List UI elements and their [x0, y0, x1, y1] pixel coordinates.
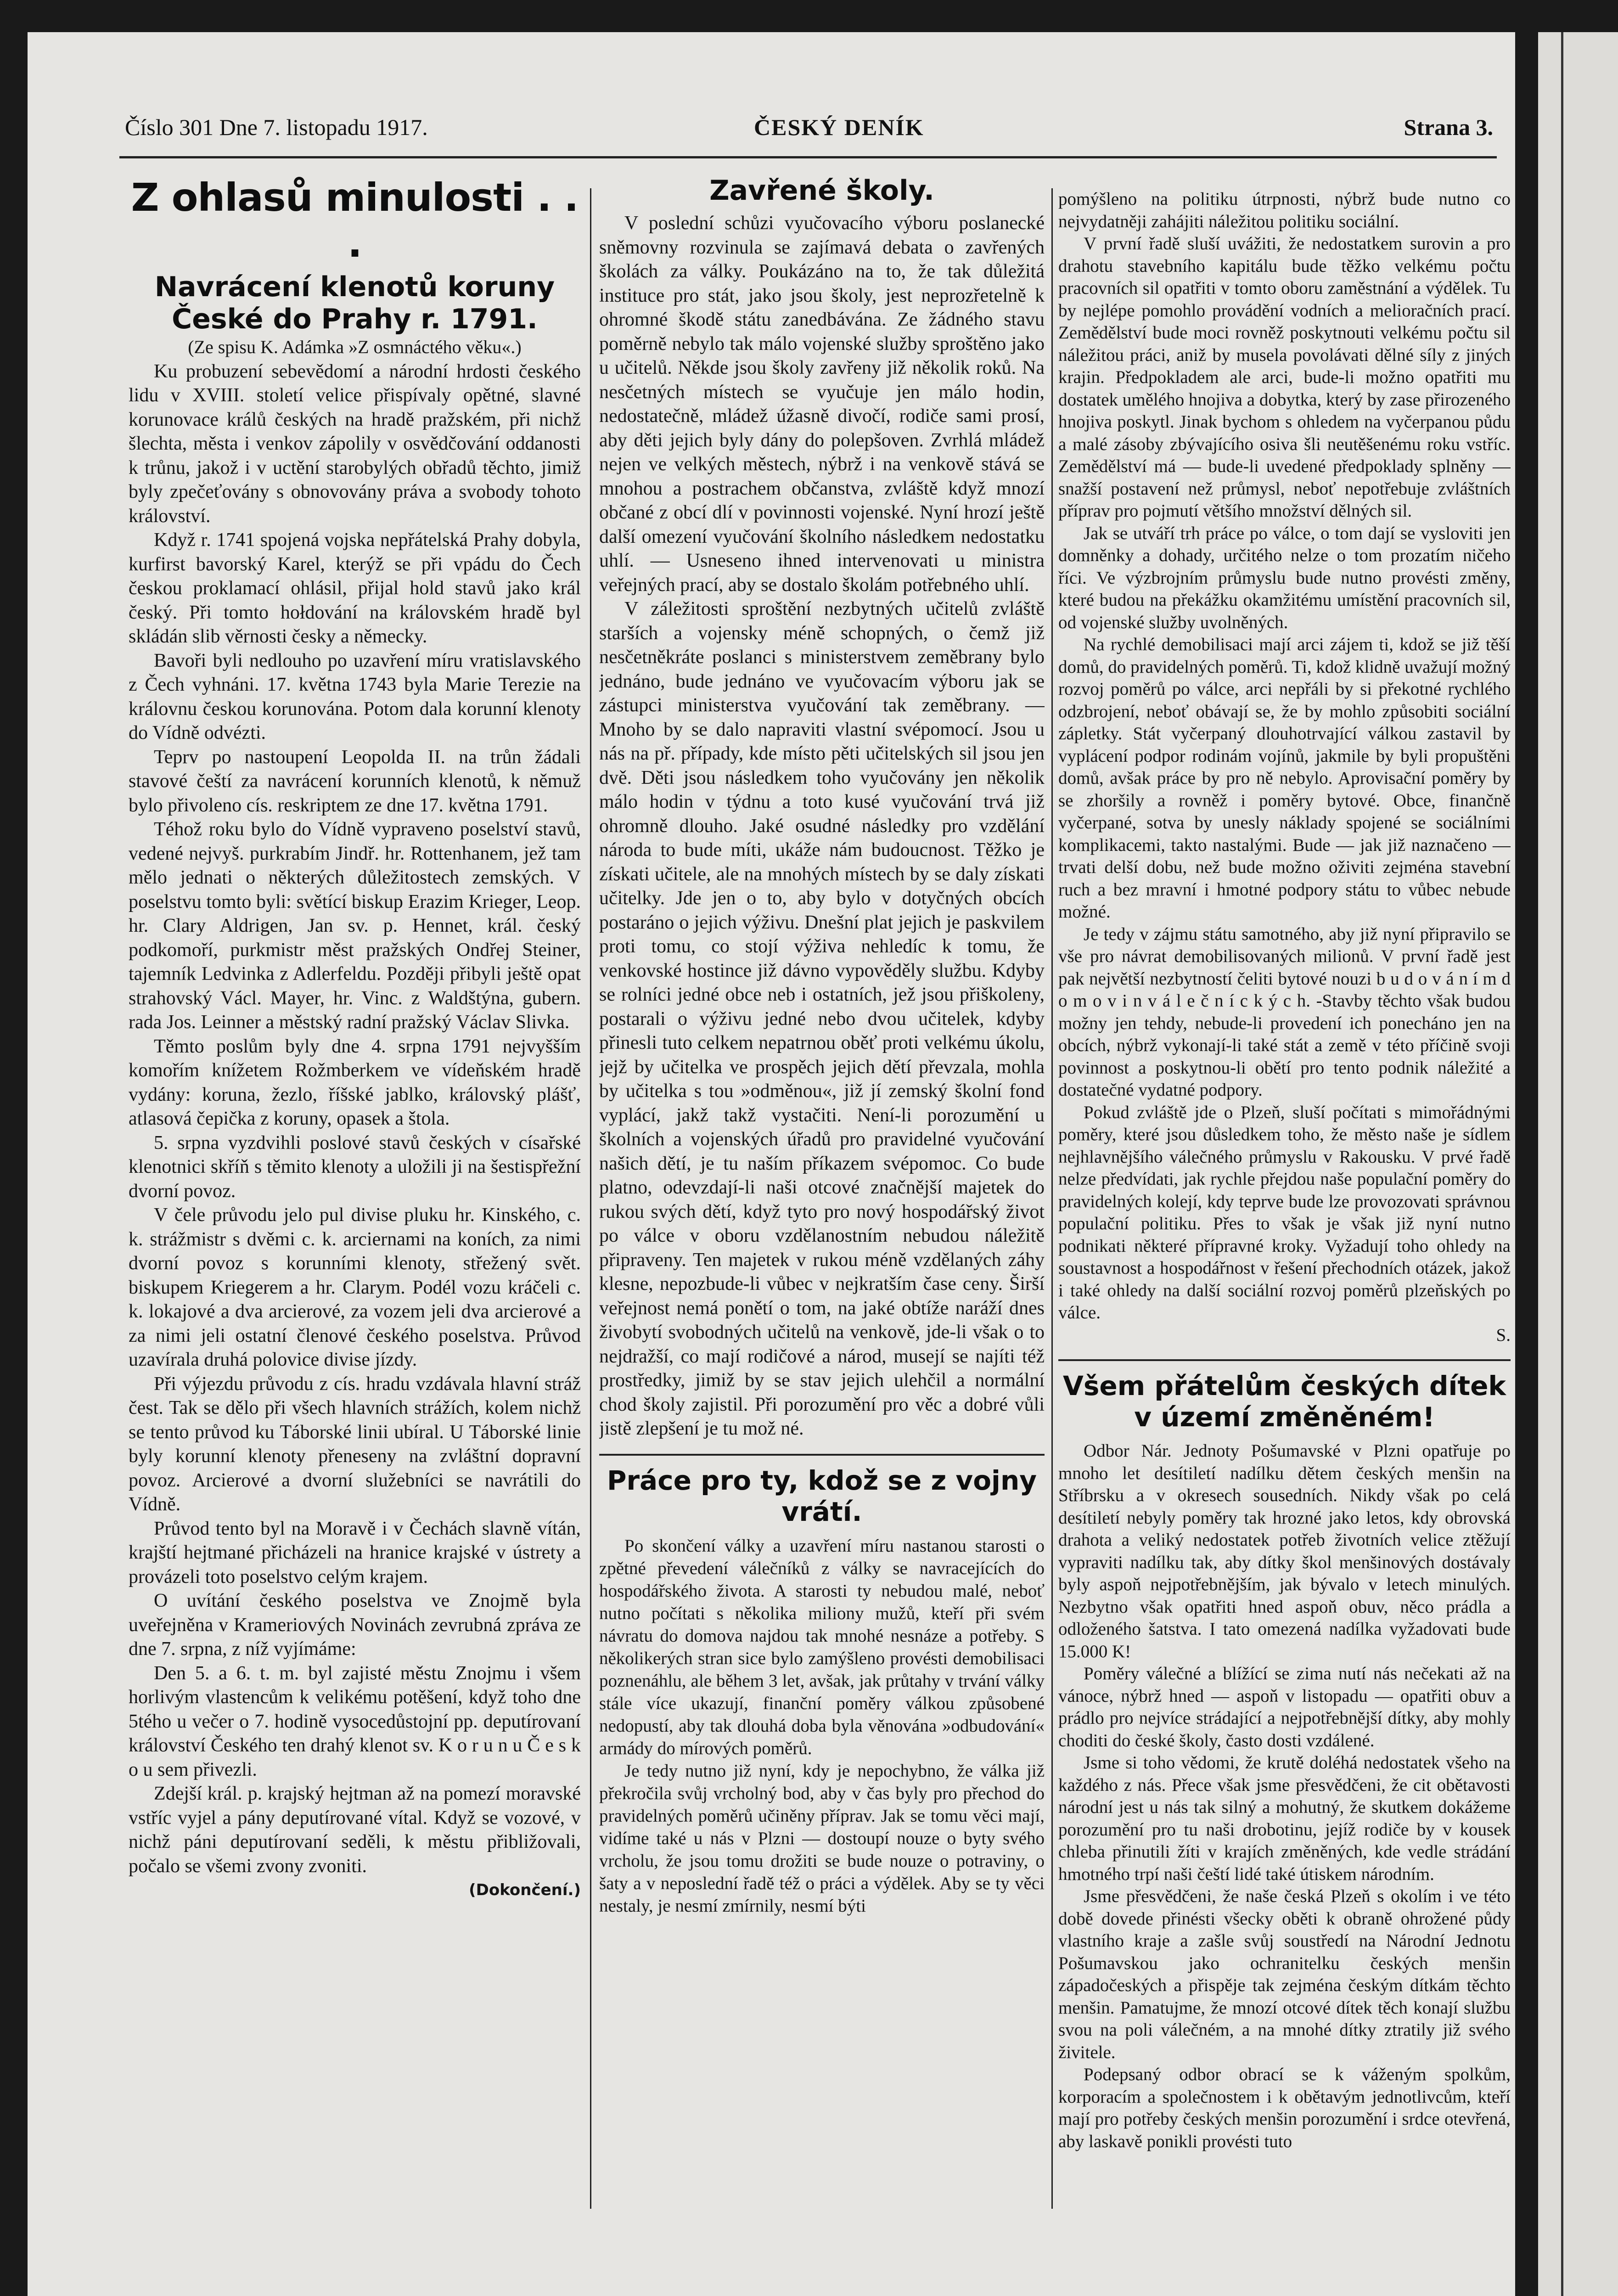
- paragraph: Jsme přesvědčeni, že naše česká Plzeň s okolím i ve této době dovede přinésti všecky oběti k obraně ohrožené půdy vlastního kraje a zašle svůj soustředí na Národní Jednotu Pošumavskou jako ochranitelku českých menšin západočeských a přispěje tak zejména českým dítkám těchto menšin. Pamatujme, že mnozí otcové dítek těch konají službu svou na poli válečném, a na mnohé dítky ztratily již svého živitele.: [1058, 1886, 1511, 2062]
- paragraph: V záležitosti sproštění nezbytných učitelů zvláště starších a vojensky méně schopných, o čemž již nesčetněkráte poslanci s ministerstvem zeměbrany bylo jednáno, bude jednáno ve vyučovacím výboru jak se zástupci ministerstva vyučování tak zeměbrany. — Mnoho by se dalo napraviti vlastní svépomocí. Jsou u nás na př. případy, kde místo pěti učitelských sil jsou jen dvě. Děti jsou následkem toho vyučovány jen několik málo hodin v týdnu a toto kusé vyučování trvá již ohromně dlouho. Jaké osudné následky pro vzdělání národa to bude míti, ukáže nám budoucnost. Těžko je získati učitele, ale na mnohých místech by se daly získati učitelky. Jde jen o to, aby bylo v dotyčných obcích postaráno o jejich výživu. Dnešní plat jejich je paskvilem proti tomu, co stojí výživa nehledíc k tomu, že venkovské hostince již dávno vypověděly službu. Kdyby se rolníci jedné obce neb i ostatních, jež jsou přiškoleny, postarali o výživu jedné nebo dvou učitelek, kdyby přinesli tuto celkem nepatrnou oběť proti velkému úkolu, jejž by učitelka ve prospěch jejich dětí převzala, mohla by učitelka s tou »odměnou«, již jí zemský školní fond vyplácí, jakž takž vystačiti. Není-li porozumění u školních a vojenských úřadů pro pravidelné vyučování našich dětí, je tu naším příkazem svépomoc. Co bude platno, odevzdají-li naši otcové značnější majetek do rukou svých dětí, když tyto pro nový hospodářský život po válce v oboru vzdělanostním nebudou náležitě připraveny. Ten majetek v rukou méně vzdělaných záhy klesne, nepozbude-li vůbec v nejkratším čase ceny. Širší veřejnost nemá ponětí o tom, na jaké obtíže naráží dnes živobytí svobodných učitelů na venkově, jde-li však o to nejdražší, co mají rodičové a národ, musejí se najíti též prostředky, jimiž by se stav jejich ulehčil a normální chod školy zajistil. Při porozumění pro věc a dobré vůli jistě zlepšení je tu mož né.: [599, 598, 1045, 1439]
- paragraph: V čele průvodu jelo pul divise pluku hr. Kinského, c. k. strážmistr s dvěmi c. k. arciernami na koních, za nimi dvorní povoz s korunními klenoty, střežený svět. biskupem Kriegerem a hr. Clarym. Podél vozu kráčeli c. k. lokajové a dva arcierové, za vozem jeli dva arcierové a za nimi jeli ostatní členové českého poselstva. Průvod uzavírala druhá polovice divise jízdy.: [129, 1204, 581, 1370]
- adjacent-page-edge: [1538, 32, 1618, 2296]
- paragraph: Odbor Nár. Jednoty Pošumavské v Plzni opatřuje po mnoho let desítiletí nadílku dětem českých menšin na Stříbrsku a v okresech sousedních. Nikdy však po celá desítiletí nebyly poměry tak hrozné jako letos, kdy obrovská drahota a veliký nedostatek potřeb životních velice ztěžují vypraviti nadílku tak, aby dítky škol menšinových dostávaly byly aspoň nejpotřebnějším, jak bývalo v letech minulých. Nezbytno však opatřiti hned aspoň obuv, něco prádla a odloženého šatstva. I tato omezená nadílka vyžadovati bude 15.000 K!: [1058, 1441, 1511, 1661]
- column-3: [1058, 188, 1511, 2204]
- paragraph: Jak se utváří trh práce po válce, o tom dají se vysloviti jen domněnky a dohady, určitého nelze o tom prozatím ničeho říci. Ve výzbrojním průmyslu bude nutno provésti změny, které budou na překážku okamžitému umístění pracovních sil, od vojenské služby uvolněných.: [1058, 523, 1511, 632]
- paragraph: Průvod tento byl na Moravě i v Čechách slavně vítán, krajští hejtmané přicházeli na hranice krajské v ústrety a provázeli toto poselstvo celým krajem.: [129, 1518, 581, 1587]
- author-signature: S.: [1496, 1325, 1511, 1345]
- paragraph: Den 5. a 6. t. m. byl zajisté městu Znojmu i všem horlivým vlastencům k velikému potěšení, když toho dne 5tého u večer o 7. hodině vysocedůstojní pp. deputírovaní království Českého ten drahý klenot sv. K o r u n u Č e s k o u sem přivezli.: [129, 1662, 581, 1780]
- masthead: ČESKÝ DENÍK: [754, 114, 924, 140]
- article-title: Z ohlasů minulosti . . .: [131, 175, 579, 266]
- column-2: [599, 174, 1045, 2204]
- article-subtitle: Navrácení klenotů koruny České do Prahy r. 1791.: [154, 271, 555, 335]
- paragraph: O uvítání českého poselstva ve Znojmě byla uveřejněna v Krameriových Novinách zevrubná zpráva ze dne 7. srpna, z níž vyjímáme:: [129, 1590, 581, 1660]
- paragraph: pomýšleno na politiku útrpnosti, nýbrž bude nutno co nejvydatněji zahájiti náležitou politiku sociální.: [1058, 189, 1511, 231]
- paragraph: Ku probuzení sebevědomí a národní hrdosti českého lidu v XVIII. století velice přispívaly opětné, slavné korunovace králů českých na hradě pražském, při nichž šlechta, města i venkov zápolily v osvědčování oddanosti k trůnu, jakož i v uctění starobylých obřadů těchto, jimiž byly zpečeťovány s obnovovány práva a svobody tohoto království.: [129, 360, 581, 527]
- paragraph: Když r. 1741 spojená vojska nepřátelská Prahy dobyla, kurfirst bavorský Karel, kterýž se při vpádu do Čech českou proklamací ohlásil, přijal hold stavů jako král český. Při tomto hołdování na královském hradě byl skládán slib věrnosti česky a německy.: [129, 529, 581, 647]
- column-divider: [590, 188, 591, 2209]
- page-header: [125, 114, 1493, 155]
- column-divider: [1051, 188, 1053, 2209]
- article-separator: [1058, 1359, 1511, 1361]
- continuation-note: (Dokončení.): [469, 1881, 581, 1899]
- paragraph: Téhož roku bylo do Vídně vypraveno poselství stavů, vedené nejvyš. purkrabím Jindř. hr. Rottenhanem, jež tam mělo jednati o některých důležitostech zemských. V poselstvu tomto byli: světící biskup Erazim Krieger, Leop. hr. Clary Aldrigen, Jan sv. p. Hennet, král. český podkomoří, purkmistr měst pražských Ondřej Steiner, tajemník Ledvinka z Adlerfeldu. Později přibyli ještě opat strahovský Václ. Mayer, hr. Vinc. z Waldštýna, gubern. rada Jos. Leinner a městský radní pražský Václav Slivka.: [129, 819, 581, 1033]
- header-rule: [119, 156, 1497, 158]
- issue-date: Číslo 301 Dne 7. listopadu 1917.: [125, 114, 428, 140]
- paragraph: V první řadě sluší uvážiti, že nedostatkem surovin a pro drahotu stavebního kapitálu bude těžko velkému počtu pracovních sil opatřiti v tomto oboru zaměstnání a výdělek. Tu by nejlépe pomohlo provádění vodních a melioračních prací. Zemědělství bude moci rovněž poskytnouti velkému počtu sil náležitou práci, aniž by musela povolávati dělné síly z jiných krajin. Předpokladem ale arci, bude-li možno opatřiti mu dostatek umělého hnojiva a dobytka, který by zase přirozeného hnojiva poskytl. Jinak bychom s ohledem na vyčerpanou půdu a malé zásoby zbývajícího osiva šli neutěšenému roku vstříc. Zemědělství má — bude-li uvedené předpoklady splněny — snažší postavení než průmysl, neboť nepotřebuje zvláštních příprav pro pojmutí většího množství dělných sil.: [1058, 234, 1511, 521]
- paragraph: Teprv po nastoupení Leopolda II. na trůn žádali stavové čeští za navrácení korunních klenotů, k němuž bylo přivoleno cís. reskriptem ze dne 17. května 1791.: [129, 746, 581, 816]
- article-separator: [599, 1454, 1045, 1456]
- page-fold-line: [1561, 32, 1563, 2296]
- column-1: [129, 174, 581, 2204]
- paragraph: Pokud zvláště jde o Plzeň, sluší počítati s mimořádnými poměry, které jsou důsledkem toho, že město naše je sídlem nejhlavnějšího válečného průmyslu v Rakousku. V prvé řadě nelze předvídati, jak rychle přejdou naše populační poměry do pravidelných kolejí, kdy teprve bude lze provozovati správnou populační politiku. Přes to však je však již nyní nutno podnikati některé přípravné kroky. Vyžadují toho ohledy na soustavnost a hospodářnost v řešení přechodních otázek, jakož i také ohledy na další sociální rozvoj poměrů plzeňských po válce.: [1058, 1102, 1511, 1322]
- paragraph: Jsme si toho vědomi, že krutě doléhá nedostatek všeho na každého z nás. Přece však jsme přesvědčeni, že cit obětavosti národní jest u nás tak silný a mohutný, že skutkem dokážeme porozumění pro tu naši drobotinu, jejíž rodiče by v kousek chleba přinutili žíti v krajích změněných, kde vedle strádání hmotného trpí naši čeští lidé také útiskem národním.: [1058, 1753, 1511, 1884]
- paragraph: Těmto poslům byly dne 4. srpna 1791 nejvyšším komořím knížetem Rožmberkem ve vídeňském hradě vydány: koruna, žezlo, říšské jablko, královský plášť, atlasová čepička z koruny, opasek a štola.: [129, 1035, 581, 1129]
- paragraph: Na rychlé demobilisaci mají arci zájem ti, kdož se již těší domů, do pravidelných poměrů. Ti, kdož klidně uvažují možný rozvoj poměrů po válce, arci nepřáli by si překotné rychlého odzbrojení, neboť obávají se, že by mohlo způsobiti sociální zápletky. Stát vyčerpaný dlouhotrvající válkou zastavil by vyplácení podpor rodinám vojínů, jakmile by byli propuštěni domů, avšak práce by pro ně nebylo. Aprovisační poměry by se zhoršily a rovněž i poměry bytové. Obce, finančně vyčerpané, sotva by unesly náklady spojené se sociálními komplikacemi, takto nastalými. Bude — jak již naznačeno — trvati delší dobu, než bude možno oživiti zejména stavební ruch a bez mravní i hmotné podpory státu to vůbec nebude možné.: [1058, 635, 1511, 922]
- paragraph: Podepsaný odbor obrací se k váženým spolkům, korporacím a společnostem i k obětavým jednotlivcům, kteří mají pro potřeby českých menšin porozumění i srdce otevřená, aby laskavě ponikli provésti tuto: [1058, 2065, 1511, 2151]
- paragraph: Při výjezdu průvodu z cís. hradu vzdávala hlavní stráž čest. Tak se dělo při všech hlavních strážích, kolem nichž se tento průvod ku Táborské linii ubíral. U Táborské linie byly korunní klenoty přeneseny na zvláštní dopravní povoz. Arcierové a dvorní služebníci se navrátili do Vídně.: [129, 1373, 581, 1515]
- paragraph: V poslední schůzi vyučovacího výboru poslanecké sněmovny rozvinula se zajímavá debata o zavřených školách za války. Poukázáno na to, že tak důležitá instituce pro stát, jako jsou školy, jest neprozřetelně k ohromné škodě státu zanedbávána. Ze žádného stavu poměrně nebylo tak málo vojenské služby sproštěno jako u učitelů. Někde jsou školy zavřeny již několik roků. Na nesčetných místech se vyučuje jen málo hodin, nedostatečně, mládež úžasně divočí, rodiče sami prosí, aby děti jejich byly dány do polepšoven. Zvrhlá mládež nejen ve velkých městech, nýbrž i na venkově stává se mnohou a postrachem občanstva, zvláště když mnozí občané z obcí dlí v povinnosti vojenské. Nyní hrozí ještě další omezení vyučování školního následkem nedostatku uhlí. — Usneseno ihned intervenovati u ministra veřejných prací, aby se dostalo školám potřebného uhlí.: [599, 213, 1045, 596]
- paragraph: Je tedy v zájmu státu samotného, aby již nyní připravilo se vše pro návrat demobilisovaných milionů. V první řadě jest pak největší nezbytností čeliti bytové nouzi b u d o v á n í m d o m o v i n v á l e č n í c k ý c h. -Stavby těchto však budou možny jen tehdy, nebude-li provedení ich ponecháno jen na obcích, nýbrž vykonají-li také stát a země v této příčině svoji povinnost a poskytnou-li obětí pro tento podnik náležité a dostatečné vydatné podpory.: [1058, 924, 1511, 1100]
- paragraph: 5. srpna vyzdvihli poslové stavů českých v císařské klenotnici skříň s těmito klenoty a uložili ji na šestispřežní dvorní povoz.: [129, 1132, 581, 1202]
- paragraph: Bavoři byli nedlouho po uzavření míru vratislavského z Čech vyhnáni. 17. května 1743 byla Marie Terezie na královnu českou korunována. Potom dala korunní klenoty do Vídně odvézti.: [129, 650, 581, 743]
- article-title: Všem přátelům českých dítek v území změněném!: [1062, 1370, 1506, 1433]
- paragraph: Zdejší král. p. krajský hejtman až na pomezí moravské vstříc vyjel a pány deputírované vítal. Když se vozové, v nichž páni deputírovaní seděli, k městu přibližovali, počalo se všemi zvony zvoniti.: [129, 1783, 581, 1877]
- paragraph: Poměry válečné a blížící se zima nutí nás nečekati až na vánoce, nýbrž hned — aspoň v listopadu — opatřiti obuv a prádlo pro nejvíce strádající a nejpotřebnější dítky, aby mohly choditi do české školy, často dosti vzdálené.: [1058, 1664, 1511, 1750]
- paragraph: Je tedy nutno již nyní, kdy je nepochybno, že válka již překročila svůj vrcholný bod, aby v čas byly pro přechod do pravidelných poměrů učiněny příprav. Jak se tomu věci mají, vidíme také u nás v Plzni — dostoupí nouze o byty svého vrcholu, že jsou tomu drožiti se bude nouze o potraviny, o šaty a v neposlední řadě též o práci a výdělek. Aby se ty věci nestaly, je nesmí zmírnily, nesmí býti: [599, 1761, 1045, 1916]
- article-title: Zavřené školy.: [709, 174, 934, 207]
- paragraph: Po skončení války a uzavření míru nastanou starosti o zpětné převedení válečníků z války se navracejících do hospodářského života. A starosti ty nebudou malé, neboť nutno počítati s několika miliony mužů, kteří při svém návratu do domova najdou tak mnohé nesnáze a potřeby. S několikerých stran sice bylo zamýšleno provésti demobilisaci poznenáhlu, ale během 3 let, avšak, jak průtahy v trvání války stále více ukazují, finanční poměry válkou způsobené nedopustí, aby tak dlouhá doba byla věnována »odbudování« armády do mírových poměrů.: [599, 1536, 1045, 1758]
- page-number: Strana 3.: [1404, 114, 1493, 140]
- article-source: (Ze spisu K. Adámka »Z osmnáctého věku«.): [188, 337, 522, 357]
- article-title: Práce pro ty, kdož se z vojny vrátí.: [607, 1464, 1037, 1527]
